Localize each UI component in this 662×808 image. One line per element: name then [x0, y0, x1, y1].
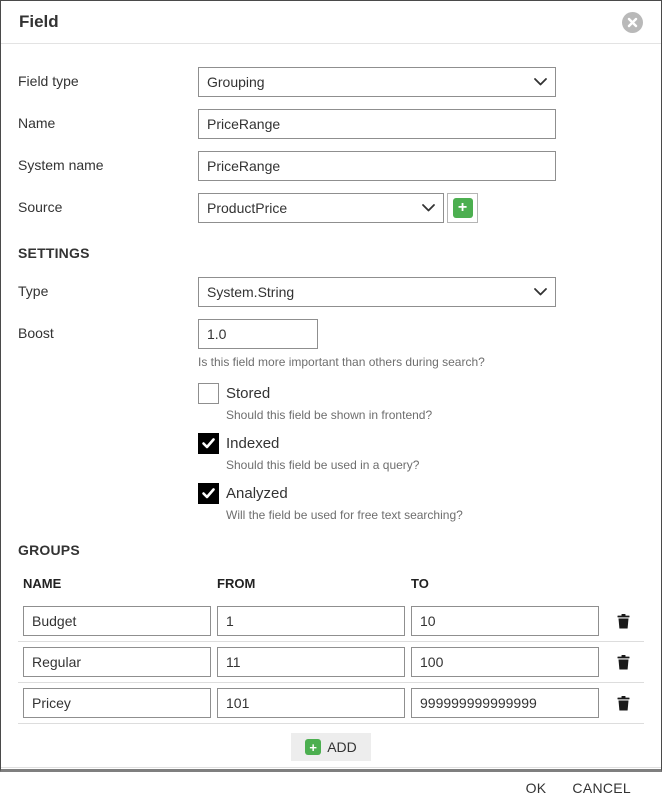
- type-row: [18, 277, 644, 307]
- dialog-header: [1, 1, 661, 44]
- group-from-input[interactable]: [217, 647, 405, 677]
- add-row: [18, 733, 644, 761]
- indexed-hint: Should this field be used in a query?: [226, 458, 420, 472]
- delete-group-button[interactable]: [613, 651, 634, 674]
- field-type-label: Field type: [18, 73, 79, 89]
- boost-label: Boost: [18, 325, 54, 341]
- dialog-title: Field: [19, 12, 59, 31]
- field-type-row: [18, 67, 644, 97]
- system-name-input[interactable]: [198, 151, 556, 181]
- analyzed-block: [198, 483, 644, 522]
- group-from-input[interactable]: [217, 606, 405, 636]
- indexed-checkbox[interactable]: [198, 433, 219, 454]
- close-button[interactable]: [622, 12, 643, 33]
- boost-hint: Is this field more important than others during search?: [198, 355, 485, 369]
- stored-checkbox-row[interactable]: [198, 383, 644, 404]
- group-name-input[interactable]: [23, 606, 211, 636]
- source-select[interactable]: [198, 193, 444, 223]
- delete-group-button[interactable]: [613, 610, 634, 633]
- stored-block: [198, 383, 644, 422]
- trash-icon: [617, 655, 630, 670]
- delete-group-button[interactable]: [613, 692, 634, 715]
- analyzed-checkbox-row[interactable]: [198, 483, 644, 504]
- system-name-label: System name: [18, 157, 104, 173]
- dialog-footer: [1, 767, 661, 808]
- cancel-button[interactable]: CANCEL: [572, 780, 631, 796]
- analyzed-label: Analyzed: [226, 485, 288, 502]
- add-group-button[interactable]: [291, 733, 371, 761]
- groups-column-headers: [18, 572, 644, 601]
- group-row-pricey: [18, 683, 644, 724]
- chevron-down-icon: [534, 78, 547, 86]
- trash-icon: [617, 614, 630, 629]
- type-select[interactable]: [198, 277, 556, 307]
- chevron-down-icon: [534, 288, 547, 296]
- group-row-regular: [18, 642, 644, 683]
- dialog-body: [1, 44, 661, 767]
- source-row: [18, 193, 644, 223]
- field-type-select[interactable]: [198, 67, 556, 97]
- group-to-input[interactable]: [411, 688, 599, 718]
- settings-heading: SETTINGS: [18, 245, 90, 261]
- indexed-checkbox-row[interactable]: [198, 433, 644, 454]
- plus-icon: +: [453, 198, 473, 218]
- analyzed-checkbox[interactable]: [198, 483, 219, 504]
- chevron-down-icon: [422, 204, 435, 212]
- source-label: Source: [18, 199, 63, 215]
- source-group: [198, 193, 478, 223]
- boost-field-wrap: [198, 319, 485, 369]
- column-header-from: FROM: [217, 576, 256, 591]
- analyzed-hint: Will the field be used for free text searching?: [226, 508, 463, 522]
- column-header-name: NAME: [23, 576, 62, 591]
- group-name-input[interactable]: [23, 688, 211, 718]
- boost-input[interactable]: [198, 319, 318, 349]
- group-from-input[interactable]: [217, 688, 405, 718]
- name-row: [18, 109, 644, 139]
- indexed-block: [198, 433, 644, 472]
- type-label: Type: [18, 283, 49, 299]
- group-to-input[interactable]: [411, 647, 599, 677]
- group-to-input[interactable]: [411, 606, 599, 636]
- add-source-button[interactable]: [447, 193, 478, 223]
- stored-checkbox[interactable]: [198, 383, 219, 404]
- group-row-budget: [18, 601, 644, 642]
- field-type-selected-value: Grouping: [207, 74, 265, 90]
- name-label: Name: [18, 115, 56, 131]
- group-name-input[interactable]: [23, 647, 211, 677]
- source-selected-value: ProductPrice: [207, 200, 288, 216]
- type-selected-value: System.String: [207, 284, 295, 300]
- stored-hint: Should this field be shown in frontend?: [226, 408, 433, 422]
- groups-heading: GROUPS: [18, 542, 80, 558]
- indexed-label: Indexed: [226, 435, 280, 452]
- column-header-to: TO: [411, 576, 429, 591]
- close-icon: [627, 17, 638, 28]
- stored-label: Stored: [226, 385, 271, 402]
- add-button-label: ADD: [327, 739, 357, 755]
- system-name-row: [18, 151, 644, 181]
- plus-icon: +: [305, 739, 321, 755]
- ok-button[interactable]: OK: [525, 780, 547, 796]
- trash-icon: [617, 696, 630, 711]
- boost-row: [18, 319, 644, 369]
- checkbox-section: [198, 383, 644, 522]
- name-input[interactable]: [198, 109, 556, 139]
